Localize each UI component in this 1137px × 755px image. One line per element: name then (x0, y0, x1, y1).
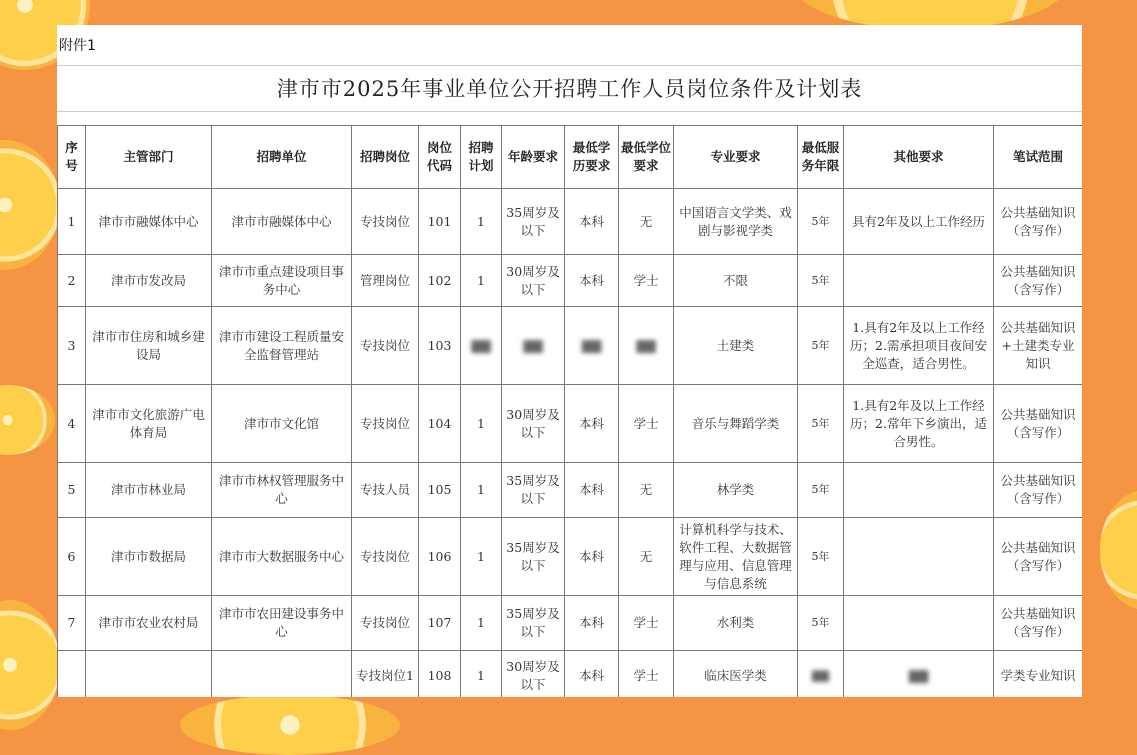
cell-exam: 公共基础知识（含写作） (994, 255, 1083, 307)
orange-slice-decoration (0, 140, 60, 270)
table-row (58, 651, 1083, 698)
cell-years: 5年 (798, 189, 844, 255)
cell-degree (619, 307, 674, 385)
header-age: 年龄要求 (502, 126, 565, 189)
cell-unit: 津市市大数据服务中心 (212, 518, 352, 596)
cell-major: 计算机科学与技术、软件工程、大数据管理与应用、信息管理与信息系统 (674, 518, 798, 596)
cell-degree: 无 (619, 463, 674, 518)
cell-code: 102 (419, 255, 461, 307)
orange-slice-decoration (1100, 490, 1137, 610)
cell-exam: 公共基础知识（含写作） (994, 189, 1083, 255)
cell-unit: 津市市重点建设项目事务中心 (212, 255, 352, 307)
header-years: 最低服务年限 (798, 126, 844, 189)
cell-years (798, 651, 844, 698)
cell-no: 5 (58, 463, 86, 518)
cell-degree: 无 (619, 189, 674, 255)
table-row (58, 463, 1083, 518)
cell-post: 专技岗位 (352, 518, 419, 596)
header-major: 专业要求 (674, 126, 798, 189)
cell-dept: 津市市住房和城乡建设局 (86, 307, 212, 385)
cell-other (844, 255, 994, 307)
cell-major: 不限 (674, 255, 798, 307)
table-row (58, 596, 1083, 651)
cell-plan: 1 (461, 596, 502, 651)
cell-age: 30周岁及以下 (502, 651, 565, 698)
table-header-row (58, 126, 1083, 189)
cell-post: 专技岗位 (352, 189, 419, 255)
cell-post: 管理岗位 (352, 255, 419, 307)
redacted-content: ▇▇ (636, 337, 656, 353)
cell-plan (461, 307, 502, 385)
cell-other: 1.具有2年及以上工作经历；2.需承担项目夜间安全巡查，适合男性。 (844, 307, 994, 385)
header-degree: 最低学位要求 (619, 126, 674, 189)
cell-edu: 本科 (565, 255, 619, 307)
header-other: 其他要求 (844, 126, 994, 189)
cell-dept: 津市市农业农村局 (86, 596, 212, 651)
table-row (58, 189, 1083, 255)
cell-unit: 津市市融媒体中心 (212, 189, 352, 255)
cell-years: 5年 (798, 596, 844, 651)
cell-unit (212, 651, 352, 698)
cell-no: 7 (58, 596, 86, 651)
header-edu: 最低学历要求 (565, 126, 619, 189)
redacted-content: ▇▇ (471, 337, 491, 353)
cell-other (844, 651, 994, 698)
cell-dept: 津市市林业局 (86, 463, 212, 518)
cell-age: 35周岁及以下 (502, 463, 565, 518)
table-row (58, 518, 1083, 596)
cell-plan: 1 (461, 189, 502, 255)
cell-edu: 本科 (565, 651, 619, 698)
header-code: 岗位代码 (419, 126, 461, 189)
cell-dept: 津市市发改局 (86, 255, 212, 307)
table-row (58, 307, 1083, 385)
cell-exam: 公共基础知识（含写作） (994, 596, 1083, 651)
cell-major: 中国语言文学类、戏剧与影视学类 (674, 189, 798, 255)
redacted-content: ▇▇ (523, 337, 543, 353)
attachment-label: 附件1 (59, 38, 96, 54)
cell-unit: 津市市文化馆 (212, 385, 352, 463)
cell-age (502, 307, 565, 385)
header-plan: 招聘计划 (461, 126, 502, 189)
page-title: 津市市2025年事业单位公开招聘工作人员岗位条件及计划表 (276, 77, 863, 101)
cell-plan: 1 (461, 255, 502, 307)
divider (57, 111, 1082, 112)
cell-no: 4 (58, 385, 86, 463)
cell-exam: 公共基础知识+土建类专业知识 (994, 307, 1083, 385)
cell-age: 35周岁及以下 (502, 596, 565, 651)
cell-major: 林学类 (674, 463, 798, 518)
cell-plan: 1 (461, 518, 502, 596)
cell-dept (86, 651, 212, 698)
cell-code: 105 (419, 463, 461, 518)
cell-code: 107 (419, 596, 461, 651)
header-exam: 笔试范围 (994, 126, 1083, 189)
cell-other (844, 596, 994, 651)
table-row (58, 385, 1083, 463)
cell-no: 3 (58, 307, 86, 385)
redacted-content: ▇▇ (908, 667, 929, 683)
cell-edu: 本科 (565, 463, 619, 518)
cell-no: 2 (58, 255, 86, 307)
cell-edu: 本科 (565, 189, 619, 255)
cell-years: 5年 (798, 307, 844, 385)
orange-slice-decoration (0, 385, 55, 455)
cell-edu (565, 307, 619, 385)
document-page (57, 25, 1082, 697)
recruitment-table (57, 125, 1082, 697)
cell-plan: 1 (461, 651, 502, 698)
cell-edu: 本科 (565, 518, 619, 596)
cell-code: 101 (419, 189, 461, 255)
cell-years: 5年 (798, 385, 844, 463)
cell-exam: 公共基础知识（含写作） (994, 463, 1083, 518)
cell-years: 5年 (798, 518, 844, 596)
cell-edu: 本科 (565, 385, 619, 463)
cell-post: 专技人员 (352, 463, 419, 518)
cell-major: 土建类 (674, 307, 798, 385)
cell-major: 音乐与舞蹈学类 (674, 385, 798, 463)
cell-age: 35周岁及以下 (502, 518, 565, 596)
cell-post: 专技岗位 (352, 385, 419, 463)
cell-code: 108 (419, 651, 461, 698)
cell-degree: 学士 (619, 651, 674, 698)
cell-dept: 津市市数据局 (86, 518, 212, 596)
cell-other (844, 463, 994, 518)
cell-no: 6 (58, 518, 86, 596)
cell-years: 5年 (798, 463, 844, 518)
header-unit: 招聘单位 (212, 126, 352, 189)
cell-plan: 1 (461, 385, 502, 463)
cell-degree: 学士 (619, 385, 674, 463)
cell-years: 5年 (798, 255, 844, 307)
cell-major: 临床医学类 (674, 651, 798, 698)
cell-dept: 津市市融媒体中心 (86, 189, 212, 255)
cell-other: 具有2年及以上工作经历 (844, 189, 994, 255)
cell-code: 103 (419, 307, 461, 385)
cell-unit: 津市市建设工程质量安全监督管理站 (212, 307, 352, 385)
cell-no (58, 651, 86, 698)
cell-edu: 本科 (565, 596, 619, 651)
header-post: 招聘岗位 (352, 126, 419, 189)
cell-dept: 津市市文化旅游广电体育局 (86, 385, 212, 463)
divider (57, 65, 1082, 66)
cell-unit: 津市市林权管理服务中心 (212, 463, 352, 518)
cell-unit: 津市市农田建设事务中心 (212, 596, 352, 651)
cell-exam: 公共基础知识（含写作） (994, 385, 1083, 463)
cell-post: 专技岗位 (352, 307, 419, 385)
cell-other (844, 518, 994, 596)
cell-no: 1 (58, 189, 86, 255)
orange-slice-decoration (180, 695, 400, 755)
cell-degree: 无 (619, 518, 674, 596)
redacted-content: ▇▇ (581, 337, 602, 353)
cell-degree: 学士 (619, 255, 674, 307)
cell-other: 1.具有2年及以上工作经历；2.常年下乡演出，适合男性。 (844, 385, 994, 463)
header-no: 序号 (58, 126, 86, 189)
table-row (58, 255, 1083, 307)
redacted-content: ▇▇ (812, 668, 829, 682)
cell-age: 30周岁及以下 (502, 385, 565, 463)
cell-code: 106 (419, 518, 461, 596)
cell-exam: 公共基础知识（含写作） (994, 518, 1083, 596)
cell-code: 104 (419, 385, 461, 463)
cell-post: 专技岗位 (352, 596, 419, 651)
cell-age: 35周岁及以下 (502, 189, 565, 255)
cell-degree: 学士 (619, 596, 674, 651)
cell-exam: 学类专业知识 (994, 651, 1083, 698)
orange-slice-decoration (0, 600, 60, 730)
cell-plan: 1 (461, 463, 502, 518)
cell-age: 30周岁及以下 (502, 255, 565, 307)
cell-major: 水利类 (674, 596, 798, 651)
header-dept: 主管部门 (86, 126, 212, 189)
cell-post: 专技岗位1 (352, 651, 419, 698)
